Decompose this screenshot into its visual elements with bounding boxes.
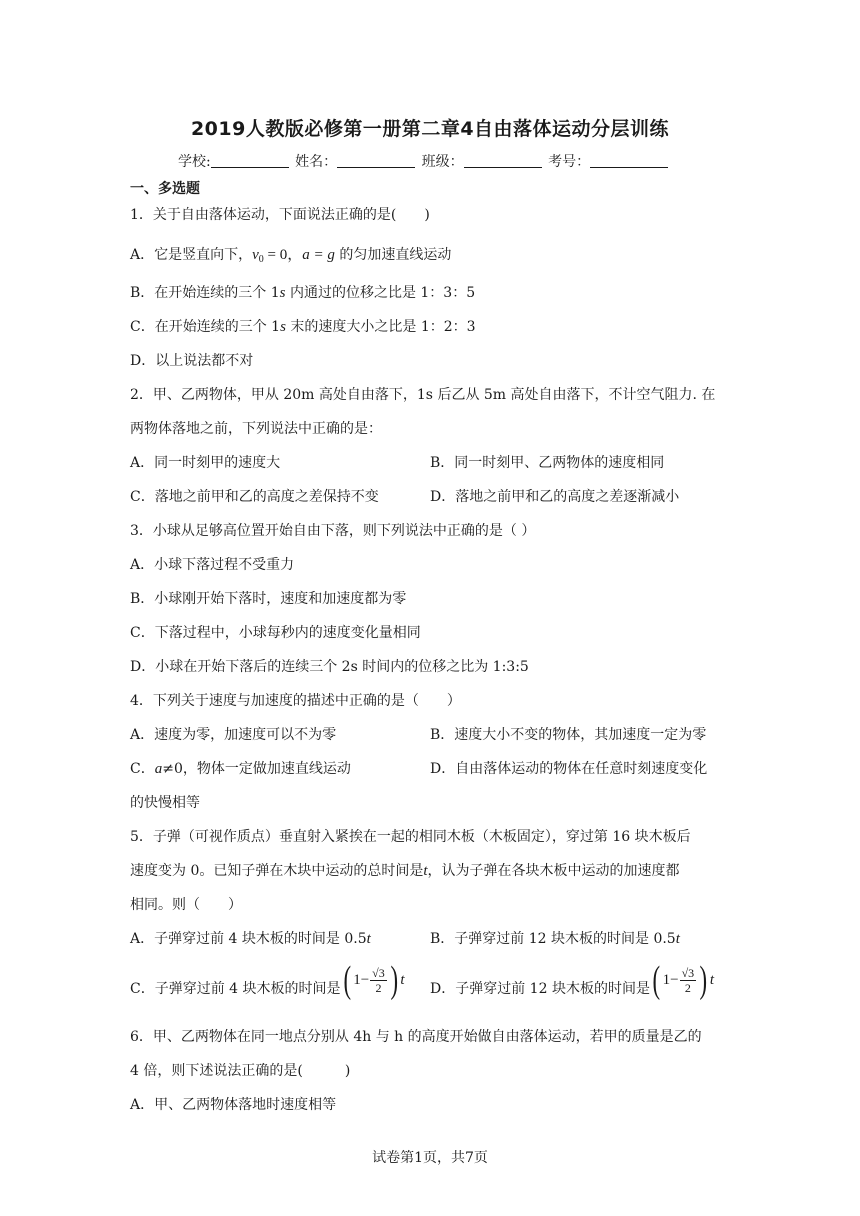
q2-stem-line1: 2．甲、乙两物体，甲从 20m 高处自由落下，1s 后乙从 5m 高处自由落下，不计空气阻力. 在 bbox=[130, 387, 716, 403]
page-title: 2019人教版必修第一册第二章4自由落体运动分层训练 bbox=[190, 118, 670, 140]
q5-stem-line3: 相同。则（ ） bbox=[130, 897, 242, 913]
q1-option-a: A．它是竖直向下，$v_0 = 0$，a = g 的匀加速直线运动 bbox=[130, 247, 452, 265]
school-blank bbox=[211, 153, 289, 168]
q6-stem-line2: 4 倍，则下述说法正确的是( ) bbox=[130, 1063, 351, 1079]
q1-option-d: D．以上说法都不对 bbox=[130, 353, 254, 369]
q5-option-b: B．子弹穿过前 12 块木板的时间是 0.5t bbox=[430, 931, 680, 947]
q4-option-d-line2: 的快慢相等 bbox=[130, 795, 200, 811]
section-heading: 一、多选题 bbox=[130, 181, 200, 197]
school-label: 学校: bbox=[178, 154, 211, 170]
student-info-line bbox=[178, 151, 670, 171]
q3-option-b: B．小球刚开始下落时，速度和加速度都为零 bbox=[130, 591, 407, 607]
q1-option-b: B．在开始连续的三个 1s 内通过的位移之比是 1：3：5 bbox=[130, 285, 476, 301]
q2-option-a: A．同一时刻甲的速度大 bbox=[130, 455, 281, 471]
q5-option-c: C．子弹穿过前 4 块木板的时间是 ( 1− $\frac{√3}{2}$ ) t bbox=[130, 959, 405, 1001]
q1-option-c: C．在开始连续的三个 1s 末的速度大小之比是 1：2：3 bbox=[130, 319, 476, 335]
q4-option-d-line1: D．自由落体运动的物体在任意时刻速度变化 bbox=[430, 761, 708, 777]
exam-number-blank bbox=[590, 153, 668, 168]
q3-option-d: D．小球在开始下落后的连续三个 2s 时间内的位移之比为 1:3:5 bbox=[130, 659, 529, 675]
q5-stem-line2: 速度变为 0。已知子弹在木块中运动的总时间是t，认为子弹在各块木板中运动的加速度都 bbox=[130, 863, 680, 879]
q5-c-formula: ( 1− $\frac{√3}{2}$ ) t bbox=[343, 959, 405, 1001]
q3-option-a: A．小球下落过程不受重力 bbox=[130, 557, 295, 573]
q5-d-formula: ( 1− $\frac{√3}{2}$ ) t bbox=[652, 959, 714, 1001]
q5-option-a: A．子弹穿过前 4 块木板的时间是 0.5t bbox=[130, 931, 371, 947]
q5-option-d: D．子弹穿过前 12 块木板的时间是 ( 1− $\frac{√3}{2}$ ) t bbox=[430, 959, 714, 1001]
q2-option-d: D．落地之前甲和乙的高度之差逐渐减小 bbox=[430, 489, 680, 505]
q4-option-c: C．a≠0，物体一定做加速直线运动 bbox=[130, 761, 351, 777]
q6-option-a: A．甲、乙两物体落地时速度相等 bbox=[130, 1097, 337, 1113]
q6-stem-line1: 6．甲、乙两物体在同一地点分别从 4h 与 h 的高度开始做自由落体运动，若甲的质量是乙的 bbox=[130, 1029, 702, 1045]
q4-option-a: A．速度为零，加速度可以不为零 bbox=[130, 727, 337, 743]
class-label: 班级： bbox=[421, 154, 464, 170]
q3-option-c: C．下落过程中，小球每秒内的速度变化量相同 bbox=[130, 625, 421, 641]
exam-number-label: 考号： bbox=[548, 154, 591, 170]
name-label: 姓名： bbox=[295, 154, 338, 170]
class-blank bbox=[464, 153, 542, 168]
name-blank bbox=[337, 153, 415, 168]
page-footer: 试卷第1页，共7页 bbox=[372, 1150, 488, 1166]
q3-stem: 3．小球从足够高位置开始自由下落，则下列说法中正确的是（ ） bbox=[130, 523, 536, 539]
q4-option-b: B．速度大小不变的物体，其加速度一定为零 bbox=[430, 727, 707, 743]
q1-stem: 1．关于自由落体运动，下面说法正确的是( ) bbox=[130, 207, 430, 223]
q2-stem-line2: 两物体落地之前，下列说法中正确的是： bbox=[130, 421, 382, 437]
q2-option-b: B．同一时刻甲、乙两物体的速度相同 bbox=[430, 455, 665, 471]
q4-stem: 4．下列关于速度与加速度的描述中正确的是（ ） bbox=[130, 693, 461, 709]
q2-option-c: C．落地之前甲和乙的高度之差保持不变 bbox=[130, 489, 379, 505]
q5-stem-line1: 5．子弹（可视作质点）垂直射入紧挨在一起的相同木板（木板固定），穿过第 16 块木板后 bbox=[130, 829, 691, 845]
